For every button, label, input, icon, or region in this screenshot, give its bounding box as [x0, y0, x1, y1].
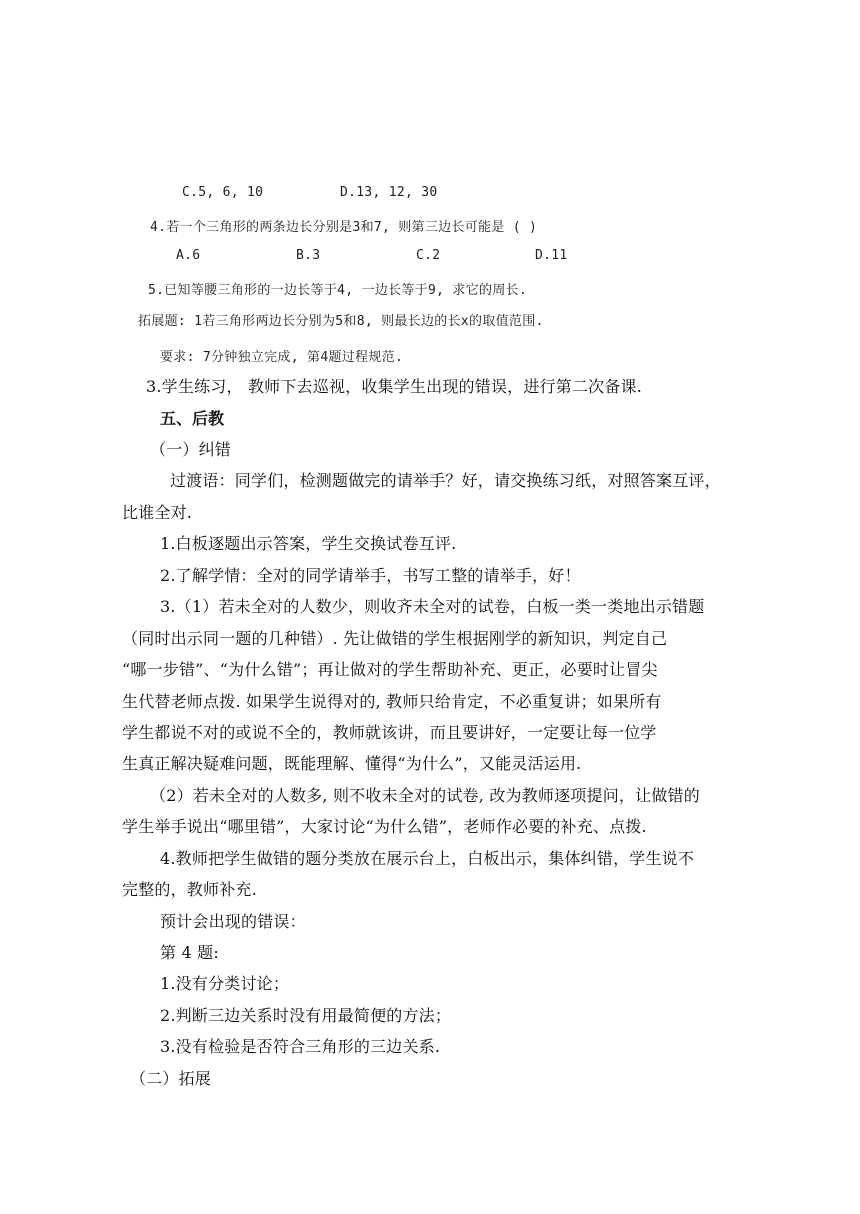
- errors-intro: 预计会出现的错误：: [160, 912, 306, 931]
- para1: 1.白板逐题出示答案，学生交换试卷互评.: [160, 534, 457, 553]
- step3-student-practice: 3.学生练习， 教师下去巡视，收集学生出现的错误，进行第二次备课.: [146, 377, 643, 396]
- q4-stem: 4.若一个三角形的两条边长分别是3和7, 则第三边长可能是 ( ): [150, 220, 538, 235]
- para3-line5: 学生都说不对的或说不全的，教师就该讲，而且要讲好，一定要让每一位学: [122, 723, 657, 742]
- transition-line2: 比谁全对.: [122, 503, 193, 522]
- transition-line1: 过渡语：同学们，检测题做完的请举手？好，请交换练习纸，对照答案互评，: [170, 471, 721, 490]
- para3-line1: 3.（1）若未全对的人数少，则收齐未全对的试卷，白板一类一类地出示错题: [160, 597, 705, 616]
- para3-line4: 生代替老师点拨. 如果学生说得对的, 教师只给肯定，不必重复讲；如果所有: [122, 692, 662, 711]
- sub1-title: （一）纠错: [150, 440, 232, 459]
- para4-line1: 4.教师把学生做错的题分类放在展示台上，白板出示，集体纠错，学生说不: [160, 849, 695, 868]
- q3-option-c: C.5, 6, 10: [182, 185, 264, 200]
- time-requirement: 要求: 7分钟独立完成, 第4题过程规范.: [160, 350, 404, 365]
- para3-line3: “哪一步错”、“为什么错”；再让做对的学生帮助补充、更正，必要时让冒尖: [122, 660, 658, 679]
- extension-question: 拓展题: 1若三角形两边长分别为5和8, 则最长边的长x的取值范围.: [138, 314, 544, 329]
- error-item-2: 2.判断三边关系时没有用最简便的方法；: [160, 1006, 452, 1025]
- q4-option-d: D.11: [535, 248, 568, 263]
- section5-title: 五、后教: [160, 409, 225, 428]
- para3b-line1: （2）若未全对的人数多, 则不收未全对的试卷, 改为教师逐项提问，让做错的: [150, 786, 700, 805]
- q3-option-d: D.13, 12, 30: [340, 185, 438, 200]
- error-item-1: 1.没有分类讨论；: [160, 974, 290, 993]
- q5: 5.已知等腰三角形的一边长等于4, 一边长等于9, 求它的周长.: [148, 283, 528, 298]
- sub2-title: （二）拓展: [130, 1069, 212, 1088]
- para3b-line2: 学生举手说出“哪里错”，大家讨论“为什么错”，老师作必要的补充、点拨.: [122, 817, 647, 836]
- para3-line6: 生真正解决疑难问题，既能理解、懂得“为什么”，又能灵活运用.: [122, 754, 582, 773]
- q4-option-a: A.6: [176, 248, 201, 263]
- question4-label: 第 4 题:: [160, 943, 219, 962]
- para2: 2.了解学情：全对的同学请举手，书写工整的请举手，好！: [160, 566, 581, 585]
- q4-option-c: C.2: [416, 248, 441, 263]
- error-item-3: 3.没有检验是否符合三角形的三边关系.: [160, 1037, 441, 1056]
- para3-line2: （同时出示同一题的几种错）. 先让做错的学生根据刚学的新知识，判定自己: [122, 629, 668, 648]
- para4-line2: 完整的，教师补充.: [122, 880, 257, 899]
- q4-option-b: B.3: [296, 248, 321, 263]
